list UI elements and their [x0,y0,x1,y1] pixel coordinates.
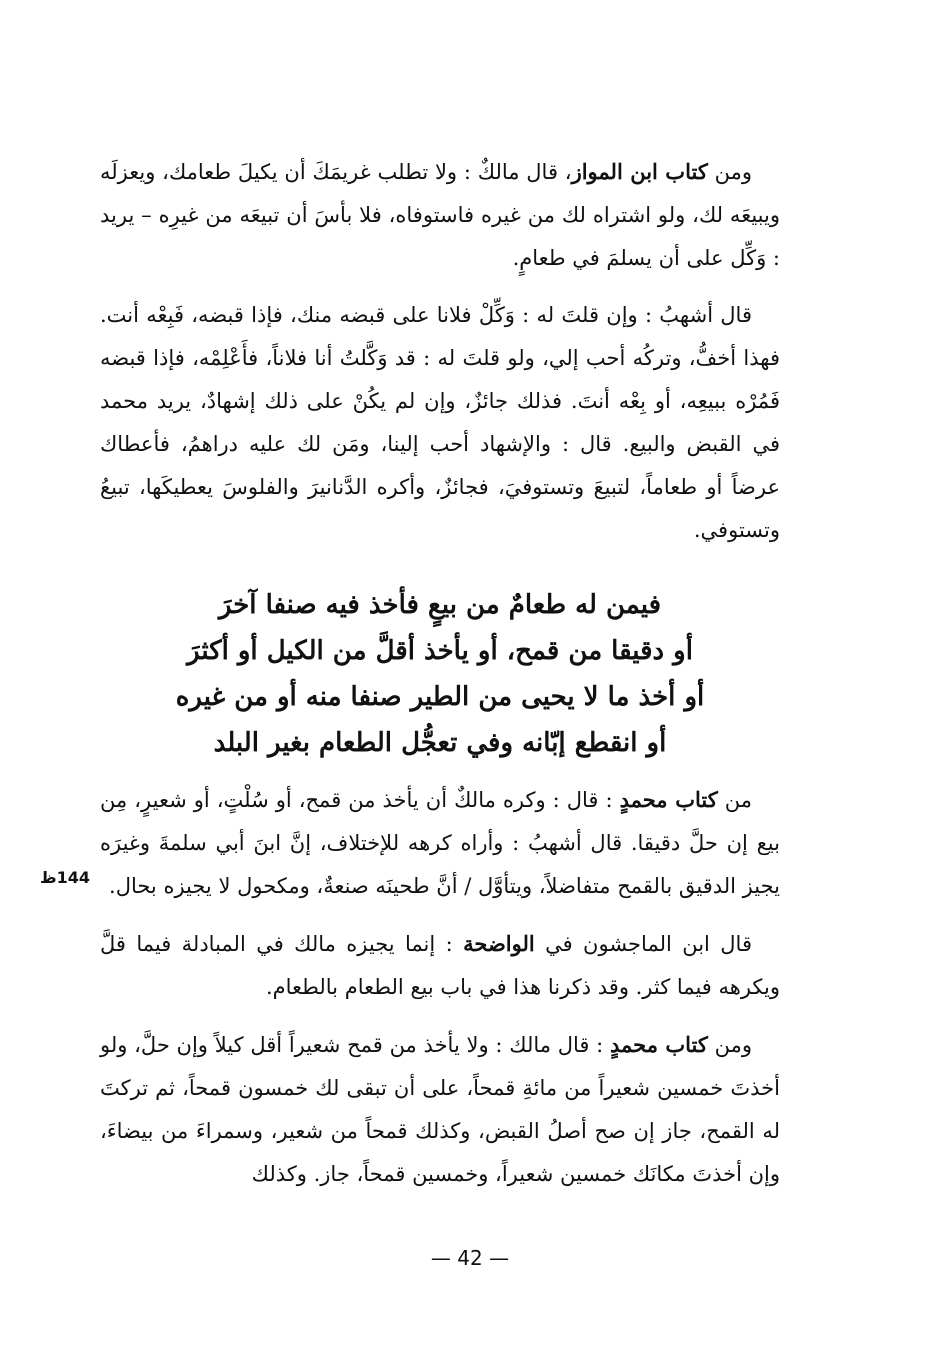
paragraph-kitab-muhammad-2 [100,1023,780,1196]
bold-source-title: كتاب ابن المواز [571,159,708,184]
bold-source-title: كتاب محمدٍ [610,1032,708,1057]
text-run: ، قال مالكٌ : ولا تطلب غريمَكَ أن يكيلَ طعامك، ويعزلَه ويبيعَه لك، ولو اشتراه لك من غيره فاستوفاه، فلا بأسَ أن تبيعَه من غيرِه – يريد : وَكِّل على أن يسلمَ في طعامٍ. [100,160,780,270]
page-body [100,150,780,1210]
paragraph-ashhab [100,294,780,552]
text-run: من [717,788,752,812]
bold-source-title: الواضحة [463,931,535,956]
text-run: : إنما يجيزه مالك في المبادلة فيما قلَّ ويكرهه فيما كثر. وقد ذكرنا هذا في باب بيع الطعام بالطعام. [100,932,780,999]
section-heading [100,582,780,766]
text-run: : قال : وكره مالكٌ أن يأخذ من قمح، أو سُلْتٍ، أو شعيرٍ، مِن بيع إن حلَّ دقيقا. قال أشهبُ : وأراه كرهه للإختلاف، إنَّ ابنَ أبي سلمةَ وغيرَه يجيز الدقيق بالقمح متفاضلاً، ويتأوَّل / أنَّ طحينَه صنعةٌ، ومكحول لا يجيزه بحال. [100,788,780,898]
page-number: — 42 — [430,1246,510,1270]
heading-line-3: أو أخذ ما لا يحيى من الطير صنفا منه أو من غيره [175,682,705,712]
paragraph-ibn-al-majishun [100,922,780,1009]
text-run: قال أشهبُ : وإن قلتَ له : وَكِّلْ فلانا على قبضه منك، فإذا قبضه، فَبِعْه أنت. فهذا أخفُّ، وتركُه أحب إلي، ولو قلتَ له : قد وَكَّلتُ أنا فلاناً، فأَعْلِمْه، فإذا قبضه فَمُرْه ببيعِه، أو بِعْه أنتَ. فذلك جائزٌ، وإن لم يكُنْ على ذلك إشهادٌ، يريد محمد في القبض والبيع. قال : والإشهاد أحب إلينا، ومَن لك عليه دراهمُ، فأعطاك عرضاً أو طعاماً، لتبيعَ وتستوفيَ، فجائزٌ، وأكره الدَّنانيرَ والفلوسَ يعطيكَها، تبيعُ وتستوفي. [100,303,780,542]
text-run: : قال مالك : ولا يأخذ من قمح شعيراً أقل كيلاً وإن حلَّ، ولو أخذتَ خمسين شعيراً من مائةِ قمحاً، على أن تبقى لك خمسون قمحاً، ثم تركتَ له القمح، جاز إن صح أصلُ القبض، وكذلك قمحاً من شعير، وسمراءَ من بيضاءَ، وإن أخذتَ مكانَك خمسين شعيراً، وخمسين قمحاً، جاز. وكذلك [100,1033,780,1186]
text-run: ومن [707,160,753,184]
heading-line-4: أو انقطع إبّانه وفي تعجُّل الطعام بغير البلد [213,728,667,758]
paragraph-kitab-muhammad [100,778,780,908]
text-run: قال ابن الماجشون في [534,932,752,956]
heading-line-2: أو دقيقا من قمح، أو يأخذ أقلَّ من الكيل أو أكثرَ [187,636,693,666]
heading-line-1: فيمن له طعامٌ من بيعٍ فأخذ فيه صنفا آخرَ [218,590,662,620]
text-run: ومن [707,1033,753,1057]
paragraph-ibn-al-mawwaz [100,150,780,280]
manuscript-folio-note: 144ظ [40,868,91,887]
bold-source-title: كتاب محمدٍ [619,787,718,812]
